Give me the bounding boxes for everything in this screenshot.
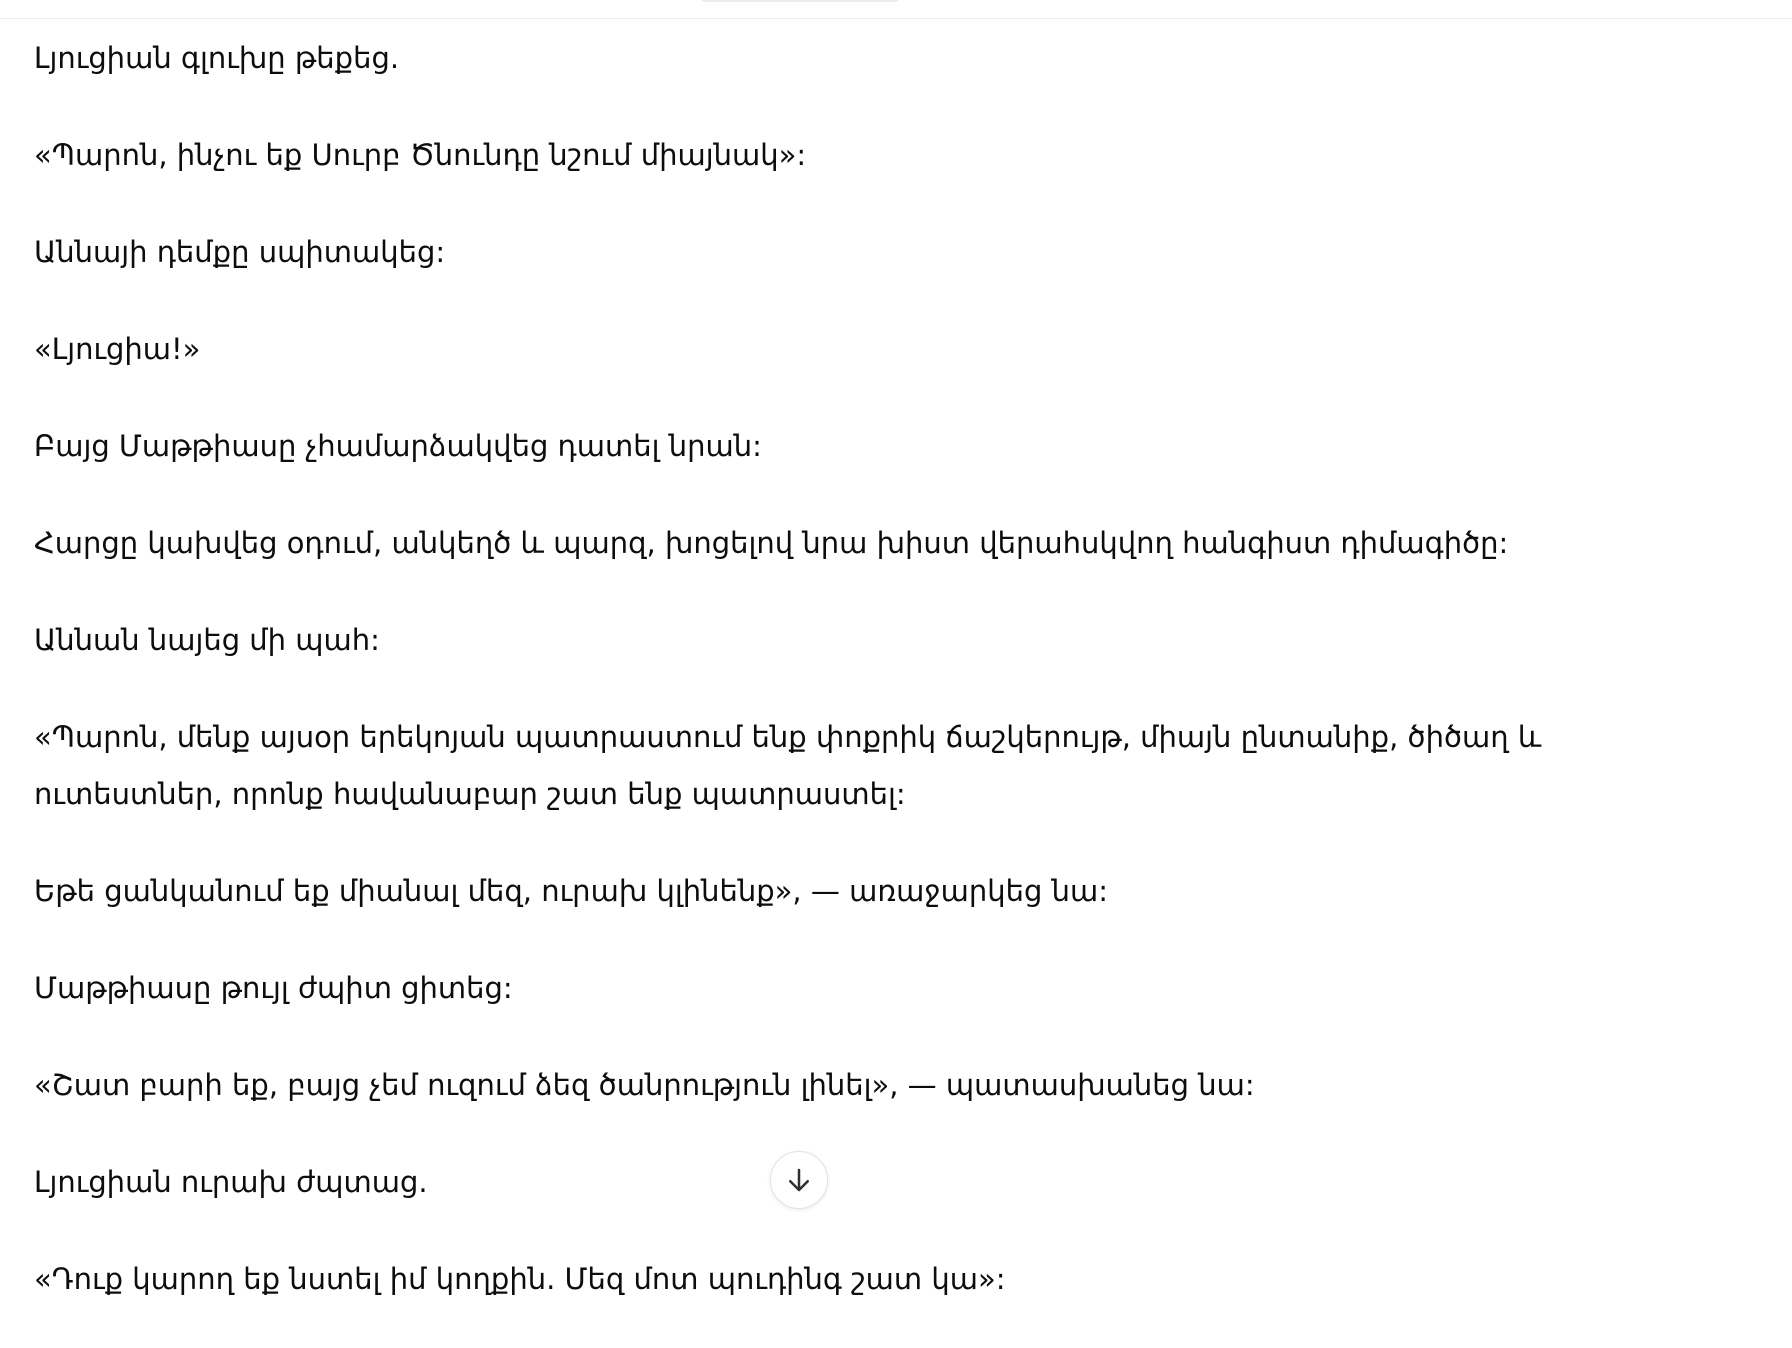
paragraph-11: «Շատ բարի եք, բայց չեմ ուզում ձեզ ծանրություն լինել», — պատասխանեց նա:	[34, 1068, 1255, 1102]
scroll-to-bottom-button[interactable]	[770, 1151, 828, 1209]
paragraph-6: Հարցը կախվեց օդում, անկեղծ և պարզ, խոցելով նրա խիստ վերահսկվող հանգիստ դիմագիծը:	[34, 526, 1509, 560]
paragraph-13: «Դուք կարող եք նստել իմ կողքին. Մեզ մոտ պուդինգ շատ կա»:	[34, 1262, 1006, 1296]
paragraph-8: «Պարոն, մենք այսօր երեկոյան պատրաստում ենք փոքրիկ ճաշկերույթ, միայն ընտանիք, ծիծաղ և ուտեստներ, որոնք հավանաբար շատ ենք պատրաստել:	[34, 720, 1542, 811]
paragraph-4: «Լյուցիա!»	[34, 332, 201, 366]
top-handle	[700, 0, 900, 2]
paragraph-1: Լյուցիան գլուխը թեքեց.	[34, 41, 400, 75]
paragraph-2: «Պարոն, ինչու եք Սուրբ Ծնունդը նշում միայնակ»:	[34, 138, 807, 172]
paragraph-7: Աննան նայեց մի պահ:	[34, 623, 380, 657]
top-bar	[0, 0, 1792, 19]
paragraph-5: Բայց Մաթթիասը չհամարձակվեց դատել նրան:	[34, 429, 762, 463]
message-content	[34, 30, 1634, 1348]
arrow-down-icon	[784, 1165, 814, 1195]
paragraph-10: Մաթթիասը թույլ ժպիտ ցիտեց:	[34, 971, 513, 1005]
paragraph-9: Եթե ցանկանում եք միանալ մեզ, ուրախ կլինենք», — առաջարկեց նա:	[34, 874, 1108, 908]
paragraph-3: Աննայի դեմքը սպիտակեց:	[34, 235, 446, 269]
paragraph-12: Լյուցիան ուրախ ժպտաց.	[34, 1165, 428, 1199]
